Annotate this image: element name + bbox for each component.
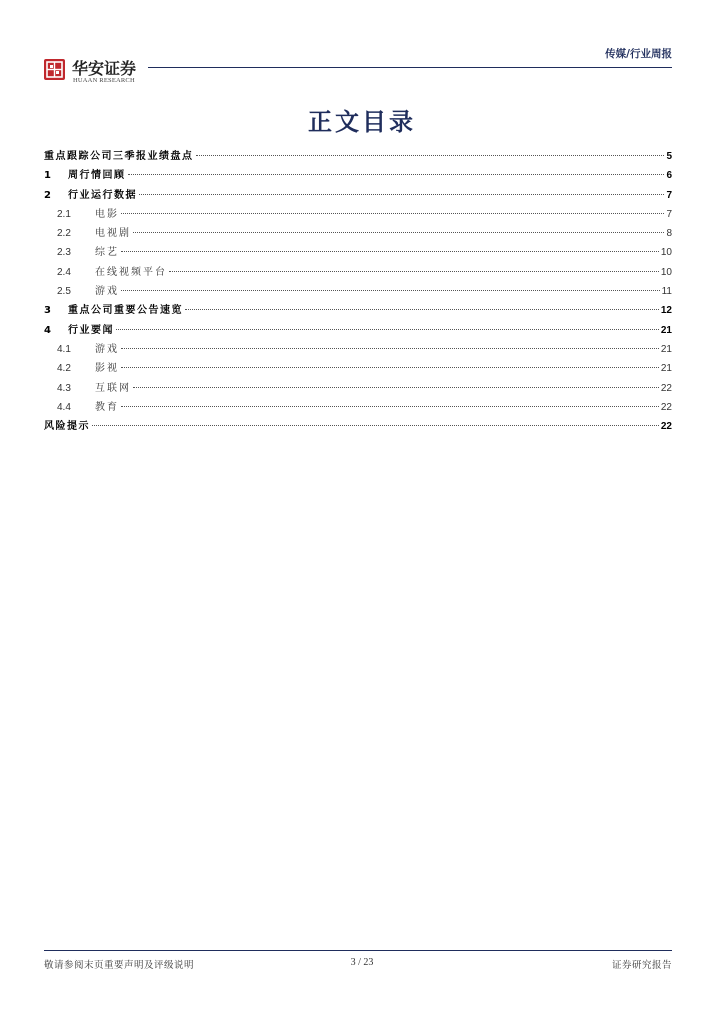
toc-entry[interactable] [44, 417, 672, 436]
toc-entry-page: 8 [666, 228, 672, 240]
toc-entry-title: 行业要闻 [68, 324, 114, 336]
toc-entry-title: 行业运行数据 [68, 189, 137, 201]
toc-leader-dots [92, 425, 659, 426]
toc-entry-number: 2.3 [57, 247, 71, 259]
toc-entry-page: 21 [660, 363, 672, 375]
page-title: 正文目录 [308, 108, 416, 136]
table-of-contents [44, 147, 672, 436]
report-type: 证券研究报告 [611, 960, 672, 971]
toc-entry[interactable] [44, 243, 672, 262]
toc-leader-dots [128, 174, 665, 175]
toc-entry-title: 重点公司重要公告速览 [68, 305, 183, 317]
page-number: 3 / 23 [350, 957, 374, 968]
toc-entry-page: 22 [660, 382, 672, 394]
toc-leader-dots [121, 213, 664, 214]
toc-entry[interactable] [44, 398, 672, 417]
toc-leader-dots [121, 406, 659, 407]
toc-entry-number: 4.3 [57, 382, 71, 394]
toc-entry-title: 风险提示 [44, 421, 90, 433]
toc-entry-title: 影视 [95, 363, 119, 375]
toc-leader-dots [169, 271, 659, 272]
toc-entry[interactable] [44, 147, 672, 166]
toc-entry-page: 21 [660, 343, 672, 355]
toc-entry-page: 12 [660, 305, 672, 317]
toc-leader-dots [121, 367, 659, 368]
toc-entry-title: 电影 [95, 208, 119, 220]
toc-entry-page: 11 [661, 286, 672, 298]
toc-entry-number: 2.2 [57, 228, 71, 240]
toc-entry-title: 互联网 [95, 382, 131, 394]
toc-entry[interactable] [44, 340, 672, 359]
toc-entry-number: 1 [44, 170, 51, 182]
toc-entry-number: 2 [44, 189, 51, 201]
toc-entry[interactable] [44, 282, 672, 301]
toc-entry-page: 22 [660, 401, 672, 413]
toc-entry-number: 2.5 [57, 286, 71, 298]
toc-entry-title: 在线视频平台 [95, 266, 167, 278]
toc-entry-number: 4.4 [57, 401, 71, 413]
toc-entry-title: 教育 [95, 401, 119, 413]
toc-entry[interactable] [44, 301, 672, 320]
toc-entry-title: 周行情回顾 [68, 170, 126, 182]
toc-entry[interactable] [44, 359, 672, 378]
toc-entry-number: 2.4 [57, 266, 71, 278]
company-logo-icon [44, 59, 65, 80]
toc-entry-page: 7 [666, 189, 672, 201]
header-divider [148, 67, 672, 68]
footer-divider [44, 950, 672, 951]
toc-leader-dots [121, 251, 659, 252]
company-logo-text: 华安证券 [72, 59, 137, 78]
toc-entry-number: 4.1 [57, 343, 71, 355]
toc-entry-title: 综艺 [95, 247, 119, 259]
toc-leader-dots [139, 194, 664, 195]
toc-entry-number: 3 [44, 305, 51, 317]
toc-entry[interactable] [44, 224, 672, 243]
toc-entry-page: 10 [660, 266, 672, 278]
toc-entry-title: 游戏 [95, 343, 119, 355]
toc-entry-title: 游戏 [95, 286, 119, 298]
toc-leader-dots [121, 348, 659, 349]
toc-leader-dots [133, 387, 659, 388]
company-logo-subtext: HUAAN RESEARCH [73, 77, 135, 84]
toc-entry[interactable] [44, 263, 672, 282]
footer-disclaimer: 敬请参阅末页重要声明及评级说明 [44, 960, 195, 971]
toc-leader-dots [116, 329, 659, 330]
toc-entry-page: 22 [660, 421, 672, 433]
toc-leader-dots [121, 290, 660, 291]
toc-entry[interactable] [44, 166, 672, 185]
toc-leader-dots [133, 232, 664, 233]
toc-entry-page: 21 [660, 324, 672, 336]
toc-entry-number: 2.1 [57, 208, 71, 220]
toc-entry[interactable] [44, 205, 672, 224]
toc-entry-page: 6 [666, 170, 672, 182]
toc-entry-page: 7 [666, 208, 672, 220]
toc-entry-title: 电视剧 [95, 228, 131, 240]
toc-entry[interactable] [44, 186, 672, 205]
report-category: 传媒/行业周报 [605, 48, 672, 60]
toc-leader-dots [196, 155, 665, 156]
toc-leader-dots [185, 309, 659, 310]
toc-entry-page: 10 [660, 247, 672, 259]
toc-entry-number: 4 [44, 324, 51, 336]
toc-entry-number: 4.2 [57, 363, 71, 375]
toc-entry-title: 重点跟踪公司三季报业绩盘点 [44, 151, 194, 162]
toc-entry-page: 5 [666, 151, 672, 162]
toc-entry[interactable] [44, 379, 672, 398]
toc-entry[interactable] [44, 321, 672, 340]
